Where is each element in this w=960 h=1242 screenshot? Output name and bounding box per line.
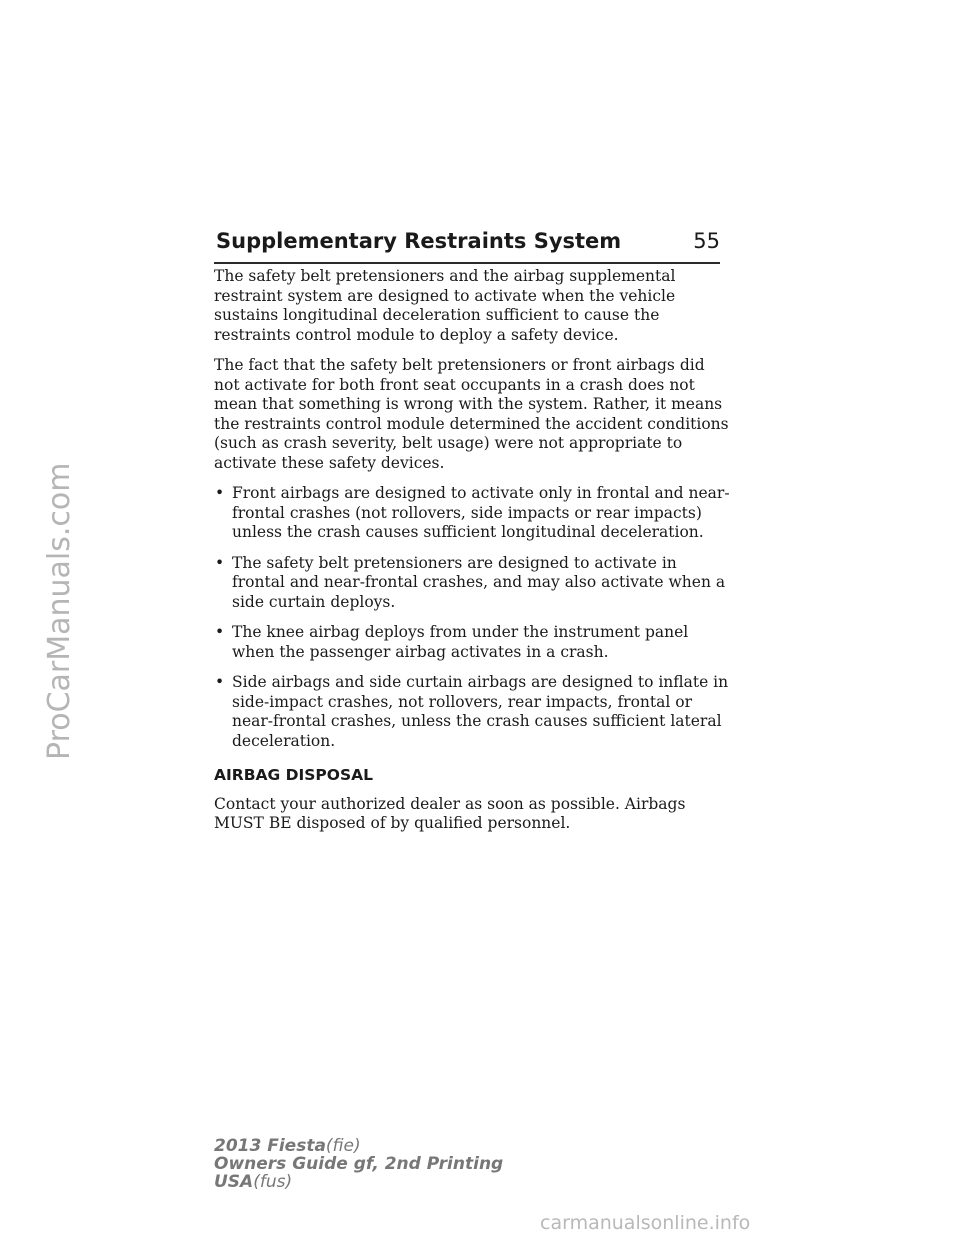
bullet-icon: • xyxy=(215,623,225,641)
paragraph-activation: The fact that the safety belt pretensioners or front airbags did not activate for both front seat occupants in a crash does not mean that something is wrong with the system. Rather, it means the restraints control module determined the accident conditions (such as crash severity, belt usage) were not appropriate to activate these safety devices. xyxy=(214,356,729,472)
list-item xyxy=(214,673,734,751)
footer-line-market xyxy=(214,1173,503,1191)
page-header xyxy=(214,226,720,264)
footer-line-guide xyxy=(214,1155,503,1173)
bullet-list xyxy=(214,484,734,751)
bullet-icon: • xyxy=(215,484,225,502)
bullet-icon: • xyxy=(215,553,225,572)
list-item xyxy=(214,554,734,613)
bottom-watermark: carmanualsonline.info xyxy=(540,1212,751,1234)
page-content xyxy=(214,267,734,845)
page-number: 55 xyxy=(693,229,720,253)
side-watermark-text: ProCarManuals.com xyxy=(42,462,77,760)
list-item-text: Front airbags are designed to activate only in frontal and near-frontal crashes (not rollovers, side impacts or rear impacts) unless the crash causes sufficient longitudinal deceleration. xyxy=(232,484,730,541)
side-watermark xyxy=(0,0,77,1242)
list-item xyxy=(214,623,734,662)
paragraph-pretensioners: The safety belt pretensioners and the airbag supplemental restraint system are designed to activate when the vehicle sustains longitudinal deceleration sufficient to cause the restraints control module to deploy a safety device. xyxy=(214,267,676,344)
airbag-disposal-text: Contact your authorized dealer as soon as possible. Airbags MUST BE disposed of by qualified personnel. xyxy=(214,794,686,832)
footer-guide: Owners Guide gf, 2nd Printing xyxy=(214,1154,504,1174)
footer-model-code: (fie) xyxy=(325,1136,361,1156)
list-item-text: The safety belt pretensioners are designed to activate in frontal and near-frontal crashes, and may also activate when a side curtain deploys. xyxy=(232,553,726,611)
section-title: Supplementary Restraints System xyxy=(216,229,622,253)
footer-market: USA xyxy=(214,1172,254,1192)
list-item-text: Side airbags and side curtain airbags are designed to inflate in side-impact crashes, not rollovers, rear impacts, frontal or near-frontal crashes, unless the crash causes sufficient lateral deceleration. xyxy=(232,673,729,750)
page-footer xyxy=(214,1137,503,1191)
bullet-icon: • xyxy=(215,673,225,691)
footer-model: 2013 Fiesta xyxy=(214,1136,326,1156)
footer-line-model xyxy=(214,1137,503,1155)
footer-market-code: (fus) xyxy=(253,1172,293,1192)
airbag-disposal-heading: AIRBAG DISPOSAL xyxy=(214,766,373,784)
list-item xyxy=(214,484,734,543)
list-item-text: The knee airbag deploys from under the instrument panel when the passenger airbag activates in a crash. xyxy=(232,623,689,661)
